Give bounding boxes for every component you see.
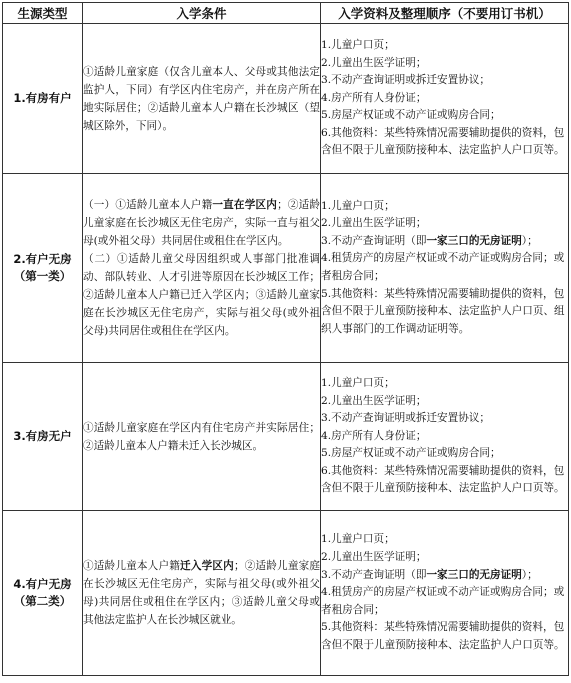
conditions-cell <box>83 511 321 676</box>
materials-cell <box>321 363 569 511</box>
student-type-sublabel: （第一类） <box>13 269 72 283</box>
student-type-label: 1.有房有户 <box>13 91 72 105</box>
condition-text: ①适龄儿童家庭（仅含儿童本人、父母或其他法定监护人，下同）有学区内住宅房产，并在房产所在地实际居住；②适龄儿童本人户籍在长沙城区（望城区除外，下同）。 <box>83 65 320 132</box>
student-type-cell <box>3 24 83 174</box>
header-conditions: 入学条件 <box>83 3 321 24</box>
material-item: 2.儿童出生医学证明； <box>321 551 427 564</box>
table-row <box>3 24 569 174</box>
material-item <box>321 567 568 585</box>
condition-text: ①适龄儿童家庭在学区内有住宅房产并实际居住；②适龄儿童本人户籍未迁入长沙城区。 <box>83 421 320 452</box>
student-type-cell <box>3 174 83 363</box>
material-item: 5.房屋产权证或不动产证或购房合同； <box>321 109 501 122</box>
conditions-cell <box>83 24 321 174</box>
material-item: 2.儿童出生医学证明； <box>321 394 427 407</box>
condition-paragraph <box>83 557 320 629</box>
condition-emphasis: 一直在学区内 <box>212 199 278 211</box>
conditions-cell <box>83 174 321 363</box>
student-type-cell <box>3 363 83 511</box>
materials-cell <box>321 174 569 363</box>
condition-text: （一）①适龄儿童本人户籍 <box>83 199 213 211</box>
material-item: 1.儿童户口页； <box>321 533 395 546</box>
material-item: 5.其他资料：某些特殊情况需要辅助提供的资料，包含但不限于儿童预防接种本、法定监护人户口页、组织人事部门的工作调动证明等。 <box>321 287 565 335</box>
material-item: 6.其他资料：某些特殊情况需要辅助提供的资料，包含但不限于儿童预防接种本、法定监护人户口页等。 <box>321 126 565 157</box>
material-item: 3.不动产查询证明或拆迁安置协议； <box>321 412 491 425</box>
material-text: 3.不动产查询证明（即 <box>321 234 427 247</box>
condition-paragraph-2: （二）①适龄儿童父母因组织或人事部门批准调动、部队转业、人才引进等原因在长沙城区工作；②适龄儿童本人户籍已迁入学区内；③适龄儿童家庭在长沙城区无住宅房产，实际与祖父母(或外祖父母)共同居住或租住在学区内。 <box>83 253 320 337</box>
table-row <box>3 174 569 363</box>
material-item: 2.儿童出生医学证明； <box>321 217 427 230</box>
student-type-cell <box>3 511 83 676</box>
enrollment-table <box>2 2 569 676</box>
material-item: 3.不动产查询证明或拆迁安置协议； <box>321 74 491 87</box>
material-item: 5.其他资料：某些特殊情况需要辅助提供的资料，包含但不限于儿童预防接种本、法定监护人户口页等。 <box>321 621 565 651</box>
header-materials: 入学资料及整理顺序（不要用订书机） <box>321 3 569 24</box>
material-item: 6.其他资料：某些特殊情况需要辅助提供的资料，包含但不限于儿童预防接种本、法定监护人户口页等。 <box>321 464 565 495</box>
material-item: 4.租赁房产的房屋产权证或不动产证或购房合同；或者租房合同； <box>321 252 565 282</box>
material-item: 4.房产所有人身份证； <box>321 91 427 104</box>
table-row <box>3 363 569 511</box>
student-type-label: 3.有房无户 <box>13 429 72 443</box>
header-row <box>3 3 569 24</box>
material-item <box>321 233 568 251</box>
condition-text: ；②适龄儿童家庭在长沙城区无住宅房产，实际一直与祖父母(或外祖父母）共同居住或租住在学区内。 <box>83 199 320 247</box>
material-item: 1.儿童户口页； <box>321 38 395 51</box>
student-type-label: 4.有户无房 <box>13 577 72 591</box>
material-text: ）； <box>521 568 538 581</box>
material-item: 4.房产所有人身份证； <box>321 429 427 442</box>
condition-paragraph-1 <box>83 196 320 250</box>
material-emphasis: 一家三口的无房证明 <box>426 568 522 581</box>
material-item: 1.儿童户口页； <box>321 199 395 212</box>
student-type-sublabel: （第二类） <box>13 594 72 608</box>
materials-cell <box>321 511 569 676</box>
material-text: 3.不动产查询证明（即 <box>321 568 427 581</box>
material-item: 1.儿童户口页； <box>321 376 395 389</box>
material-text: ）； <box>521 234 538 247</box>
materials-cell <box>321 24 569 174</box>
material-item: 2.儿童出生医学证明； <box>321 56 427 69</box>
material-item: 4.租赁房产的房屋产权证或不动产证或购房合同；或者租房合同； <box>321 586 565 616</box>
student-type-label: 2.有户无房 <box>13 252 72 266</box>
condition-emphasis: 迁入学区内 <box>180 560 234 572</box>
material-item: 5.房屋产权证或不动产证或购房合同； <box>321 447 501 460</box>
condition-text: ；②适龄儿童家庭在长沙城区无住宅房产，实际与祖父母(或外祖父母)共同居住或租住在学区内；③适龄儿童父母或其他法定监护人在长沙城区就业。 <box>83 560 320 626</box>
header-student-type: 生源类型 <box>3 3 83 24</box>
table-row <box>3 511 569 676</box>
material-emphasis: 一家三口的无房证明 <box>426 234 522 247</box>
conditions-cell <box>83 363 321 511</box>
condition-text: ①适龄儿童本人户籍 <box>83 560 181 572</box>
